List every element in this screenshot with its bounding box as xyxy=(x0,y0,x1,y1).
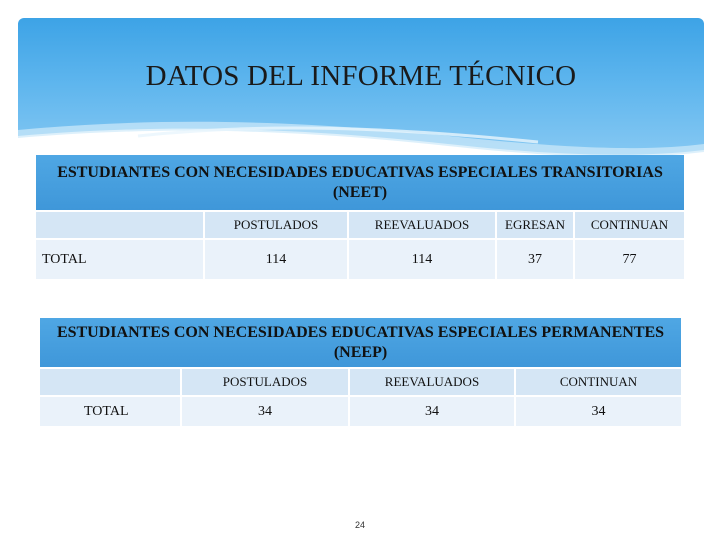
neet-value-postulados: 114 xyxy=(204,239,348,279)
slide-title: DATOS DEL INFORME TÉCNICO xyxy=(145,60,577,92)
neet-row-total-label: TOTAL xyxy=(36,239,204,279)
neet-table-header: ESTUDIANTES CON NECESIDADES EDUCATIVAS ESPECIALES TRANSITORIAS (NEET) xyxy=(36,155,684,211)
neep-col-continuan: CONTINUAN xyxy=(515,368,681,396)
neet-table xyxy=(36,155,684,279)
neep-value-reevaluados: 34 xyxy=(349,396,515,426)
neep-col-reevaluados: REEVALUADOS xyxy=(349,368,515,396)
slide-header-banner xyxy=(18,18,704,168)
neep-value-postulados: 34 xyxy=(181,396,349,426)
neep-col-postulados: POSTULADOS xyxy=(181,368,349,396)
neet-empty-corner xyxy=(36,211,204,239)
neet-value-egresan: 37 xyxy=(496,239,574,279)
neet-col-postulados: POSTULADOS xyxy=(204,211,348,239)
neep-empty-corner xyxy=(40,368,181,396)
neet-value-reevaluados: 114 xyxy=(348,239,496,279)
neep-table-header: ESTUDIANTES CON NECESIDADES EDUCATIVAS ESPECIALES PERMANENTES (NEEP) xyxy=(40,318,681,368)
neet-col-reevaluados: REEVALUADOS xyxy=(348,211,496,239)
neet-col-continuan: CONTINUAN xyxy=(574,211,684,239)
page-number: 24 xyxy=(354,520,365,530)
neet-col-egresan: EGRESAN xyxy=(496,211,574,239)
neep-row-total-label: TOTAL xyxy=(40,396,181,426)
neep-table xyxy=(40,318,681,426)
neet-value-continuan: 77 xyxy=(574,239,684,279)
neep-value-continuan: 34 xyxy=(515,396,681,426)
header-wave-decoration xyxy=(18,18,704,168)
